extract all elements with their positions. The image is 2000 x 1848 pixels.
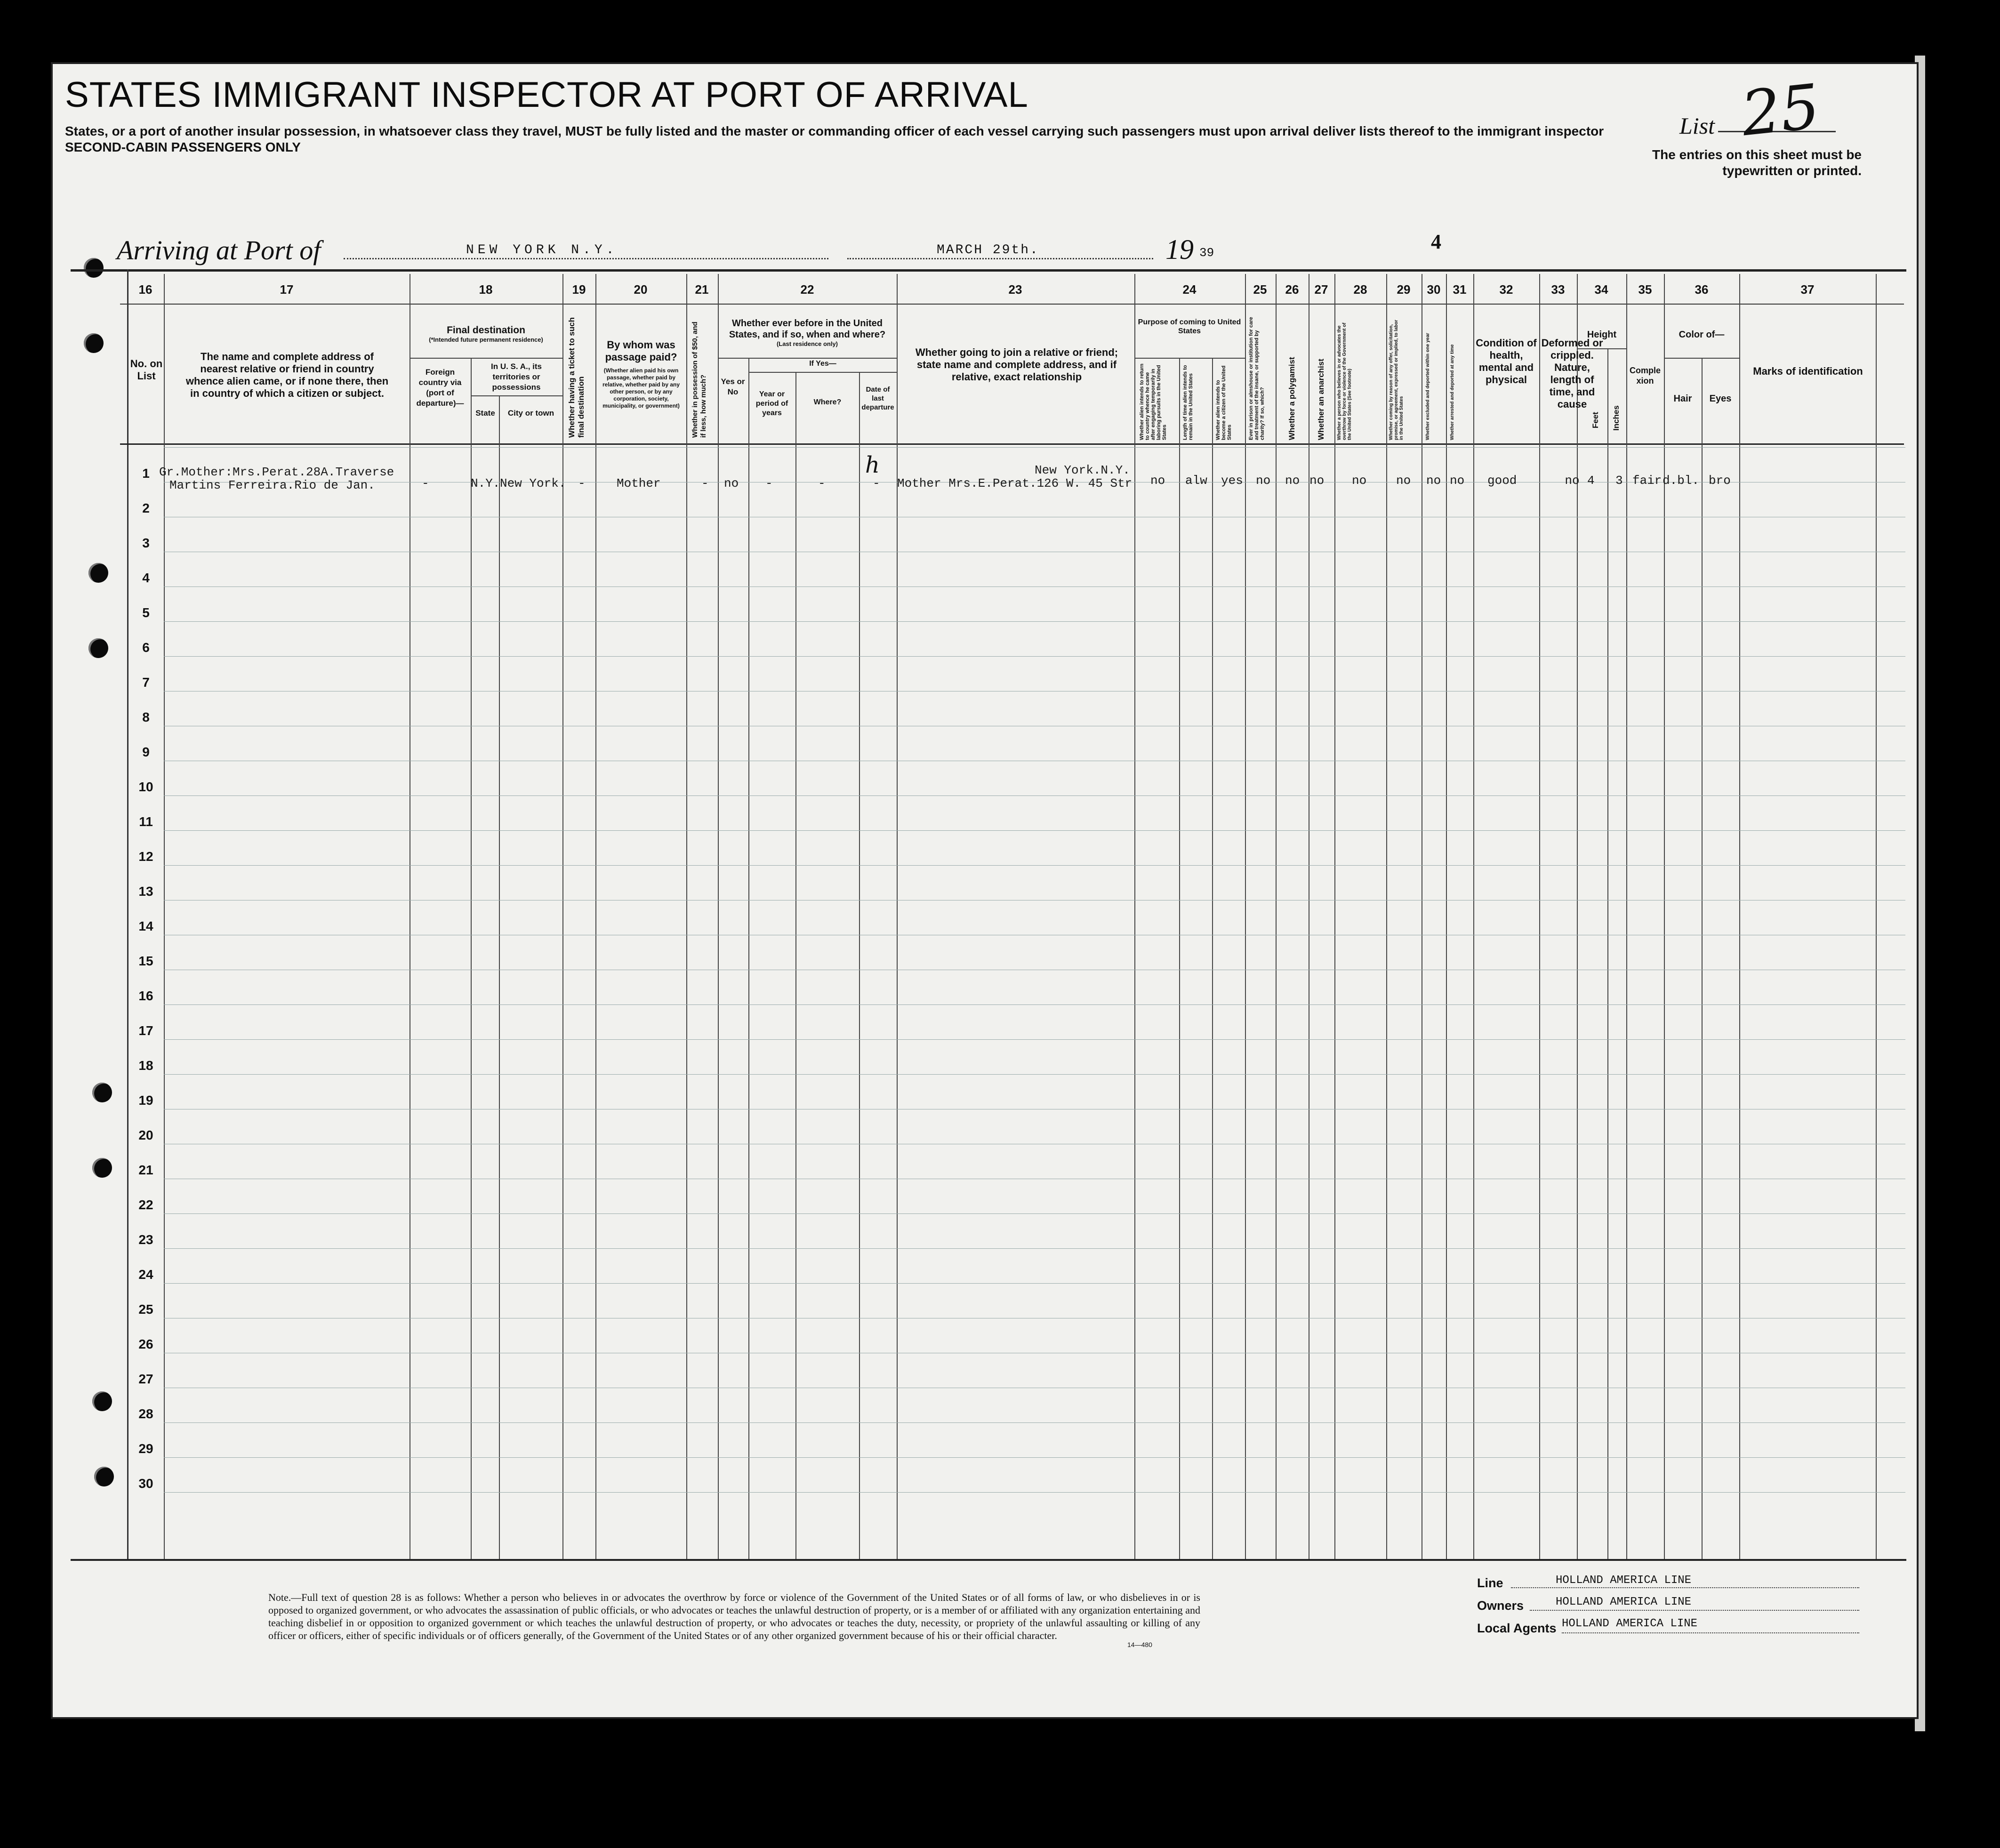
row1-length: alw xyxy=(1185,474,1207,488)
row1-ticket: - xyxy=(578,476,586,490)
header-state: State xyxy=(475,409,495,418)
colnum-24: 24 xyxy=(1182,282,1197,297)
header-feet: Feet xyxy=(1591,412,1600,428)
row-number: 8 xyxy=(142,710,150,724)
col-divider xyxy=(1539,274,1540,1559)
row1-deformed: no xyxy=(1565,474,1580,488)
col-divider xyxy=(897,274,898,1559)
row-number: 1 xyxy=(142,466,150,481)
row1-hair: d.bl. xyxy=(1663,474,1700,488)
header-money: Whether in possession of $50, and if less, how much? xyxy=(691,321,707,438)
row-rule xyxy=(164,1492,1905,1493)
header-inches: Inches xyxy=(1612,405,1621,431)
row-number: 10 xyxy=(138,779,153,794)
colnum-29: 29 xyxy=(1397,282,1411,297)
row-number: 2 xyxy=(142,501,150,515)
binder-hole-icon xyxy=(88,563,108,583)
row-rule xyxy=(164,865,1905,866)
col-divider xyxy=(499,395,500,1559)
row-number: 21 xyxy=(138,1163,153,1177)
manifest-sheet xyxy=(51,62,1919,1719)
row-number: 25 xyxy=(138,1302,153,1317)
binder-hole-icon xyxy=(84,333,104,353)
row-number: 27 xyxy=(138,1372,153,1386)
row-number: 7 xyxy=(142,675,150,690)
col-divider xyxy=(1179,358,1180,1559)
row-number: 5 xyxy=(142,605,150,620)
header-offer: Whether coming by reason of any offer, solicitation, promise, or agreement, expressed or implied, to labor in the United States xyxy=(1389,320,1404,440)
col-divider xyxy=(1134,274,1135,1559)
col-divider xyxy=(1386,274,1387,1559)
row1-where: - xyxy=(818,476,826,490)
row-number: 17 xyxy=(138,1023,153,1038)
header-eyes: Eyes xyxy=(1709,394,1732,404)
binder-hole-icon xyxy=(92,1391,112,1411)
column-number-rule xyxy=(120,304,1904,305)
col-divider xyxy=(686,274,687,1559)
header-purpose-length: Length of time alien intends to remain in the United States xyxy=(1182,365,1194,440)
row-number: 16 xyxy=(138,988,153,1003)
colnum-18: 18 xyxy=(479,282,493,297)
col-divider xyxy=(1702,358,1703,1559)
colnum-35: 35 xyxy=(1638,282,1652,297)
row1-anarchist: no xyxy=(1309,474,1325,488)
row-number: 19 xyxy=(138,1093,153,1108)
header-in-usa: In U. S. A., its territories or possessions xyxy=(491,362,542,392)
colnum-27: 27 xyxy=(1314,282,1328,297)
header-complexion: Complexion xyxy=(1629,366,1661,386)
header-final-destination-sub: (*Intended future permanent residence) xyxy=(429,336,543,343)
row-number: 22 xyxy=(138,1197,153,1212)
header-overthrow: Whether a person who believes in or advocates the overthrow by force or violence of the Government of the United States (See footnote) xyxy=(1337,322,1352,440)
colnum-19: 19 xyxy=(572,282,586,297)
header-year-period: Year or period of years xyxy=(755,390,788,417)
header-passage-paid xyxy=(597,339,685,410)
row-rule xyxy=(164,830,1905,831)
row-number: 3 xyxy=(142,536,150,550)
header-city: City or town xyxy=(507,409,554,418)
col-divider xyxy=(1245,274,1246,1559)
subhead-rule xyxy=(718,358,897,359)
col-divider xyxy=(1577,274,1578,1559)
colnum-23: 23 xyxy=(1008,282,1022,297)
row-number: 26 xyxy=(138,1337,153,1351)
instructions-text: The entries on this sheet must be typewritten or printed. xyxy=(1652,147,1862,178)
colnum-36: 36 xyxy=(1695,282,1709,297)
header-health: Condition of health, mental and physical xyxy=(1476,337,1537,386)
col-divider xyxy=(1276,274,1277,1559)
row1-health: good xyxy=(1487,474,1517,488)
row1-join-line1: New York.N.Y. xyxy=(1035,463,1130,477)
col-divider xyxy=(859,372,860,1559)
header-yes-no: Yes or No xyxy=(721,377,745,396)
local-agents-value: HOLLAND AMERICA LINE xyxy=(1562,1617,1698,1630)
header-final-destination-title: Final destination xyxy=(447,325,525,336)
row1-join-line2: Mother Mrs.E.Perat.126 W. 45 Str xyxy=(897,476,1133,490)
colnum-20: 20 xyxy=(634,282,648,297)
row1-complexion: fair xyxy=(1632,474,1662,488)
row1-eyes: bro xyxy=(1709,474,1731,488)
colnum-25: 25 xyxy=(1253,282,1267,297)
header-purpose-return: Whether alien intends to return to country whence he came after engaging temporarily in laboring pursuits in the United States xyxy=(1139,363,1167,440)
row-rule xyxy=(164,1457,1905,1458)
page-title: STATES IMMIGRANT INSPECTOR AT PORT OF ARRIVAL xyxy=(65,75,1028,115)
header-ever-before xyxy=(720,318,894,348)
col-divider xyxy=(718,274,719,1559)
colnum-21: 21 xyxy=(695,282,709,297)
header-deformed: Deformed or crippled. Nature, length of time, and cause xyxy=(1541,337,1603,410)
col-divider xyxy=(1876,274,1877,1559)
row-number: 9 xyxy=(142,745,150,759)
row-rule xyxy=(164,1283,1905,1284)
line-label: Line xyxy=(1477,1576,1503,1590)
row1-money: - xyxy=(701,476,709,490)
row1-date: - xyxy=(873,476,880,490)
header-height: Height xyxy=(1587,329,1617,340)
colnum-34: 34 xyxy=(1594,282,1608,297)
header-anarchist: Whether an anarchist xyxy=(1317,359,1325,440)
row1-before: no xyxy=(724,476,739,490)
colnum-30: 30 xyxy=(1427,282,1441,297)
table-bottom-rule xyxy=(71,1559,1906,1561)
binder-hole-icon xyxy=(84,258,104,278)
row1-date-handwritten: h xyxy=(865,452,880,478)
header-bottom-rule xyxy=(120,443,1904,445)
colnum-32: 32 xyxy=(1499,282,1513,297)
row-rule xyxy=(164,1213,1905,1214)
footnote: Note.—Full text of question 28 is as follows: Whether a person who believes in or advocates the overthrow by force or violence of the Government of the United States or of all forms of law, or who disbelieves in or is opposed to organized government, or who advocates the assassination of public officials, or who advocates or teaches the unlawful destruction of property, or is a member of or affiliated with any organization entertaining and teaching disbelief in or opposition to organized government or which teaches the unlawful destruction of property, or who advocates or teaches the duty, necessity, or propriety of the unlawful assaulting or killing of any officer or officers, either of specific individuals or of officers generally, of the Government of the United States or of any other organized government because of his or their official character. xyxy=(268,1591,1200,1641)
row-number: 23 xyxy=(138,1232,153,1247)
colnum-26: 26 xyxy=(1285,282,1299,297)
col-divider xyxy=(471,358,472,1559)
row-number: 20 xyxy=(138,1128,153,1142)
row-rule xyxy=(164,1004,1905,1005)
row-rule xyxy=(164,1248,1905,1249)
owners-label: Owners xyxy=(1477,1599,1524,1613)
header-foreign-country: Foreign country via (port of departure)— xyxy=(416,368,464,408)
header-purpose: Purpose of coming to United States xyxy=(1138,318,1241,335)
colnum-16: 16 xyxy=(138,282,153,297)
col-divider xyxy=(1607,348,1608,1559)
subtitle-line-1: States, or a port of another insular possession, in whatsoever class they travel, MUST be fully listed and the master or commanding officer of each vessel carrying such passengers must upon arrival deliver lists thereof to the immigrant inspector xyxy=(65,124,1604,138)
col-divider xyxy=(595,274,596,1559)
subhead-rule xyxy=(410,358,562,359)
header-arrested: Whether arrested and deported at any time xyxy=(1450,344,1455,440)
subhead-rule xyxy=(1134,358,1245,359)
row-number: 11 xyxy=(139,814,153,829)
binder-hole-icon xyxy=(94,1467,114,1486)
colnum-37: 37 xyxy=(1800,282,1815,297)
line-value: HOLLAND AMERICA LINE xyxy=(1556,1574,1692,1587)
arrival-century: 19 xyxy=(1165,234,1194,265)
col-divider xyxy=(562,274,563,1559)
row-rule xyxy=(164,447,1905,448)
arrival-port: NEW YORK N.Y. xyxy=(466,243,618,257)
colnum-28: 28 xyxy=(1353,282,1367,297)
header-color-of: Color of— xyxy=(1679,329,1725,340)
arrival-port-line xyxy=(344,258,828,259)
col-divider xyxy=(1473,274,1474,1559)
row1-feet: 4 xyxy=(1587,474,1595,488)
subtitle-line-2: SECOND-CABIN PASSENGERS ONLY xyxy=(65,140,301,154)
row-number: 13 xyxy=(138,884,153,899)
col-divider xyxy=(1446,274,1447,1559)
list-number: 25 xyxy=(1738,70,1823,150)
row1-inches: 3 xyxy=(1615,474,1623,488)
col-divider xyxy=(748,358,749,1559)
subhead-rule xyxy=(748,372,897,373)
colnum-17: 17 xyxy=(280,282,294,297)
row-rule xyxy=(164,795,1905,796)
header-passage-paid-title: By whom was passage paid? xyxy=(605,339,677,363)
row1-relative-line2: Martins Ferreira.Rio de Jan. xyxy=(169,478,375,492)
table-left-rule xyxy=(127,269,129,1559)
header-no-on-list: No. on List xyxy=(130,358,163,382)
header-if-yes: If Yes— xyxy=(809,360,836,368)
colnum-33: 33 xyxy=(1551,282,1565,297)
header-final-destination xyxy=(412,325,560,344)
row1-arrested: no xyxy=(1450,474,1465,488)
col-divider xyxy=(1739,274,1740,1559)
row-rule xyxy=(164,1074,1905,1075)
row-number: 24 xyxy=(138,1267,153,1282)
arrival-date-line xyxy=(847,258,1153,259)
row-rule xyxy=(164,656,1905,657)
owners-field-rule xyxy=(1530,1610,1859,1611)
row1-relative-line1: Gr.Mother:Mrs.Perat.28A.Traverse xyxy=(159,465,394,479)
header-ever-before-sub: (Last residence only) xyxy=(776,340,838,347)
row1-paid-by: Mother xyxy=(617,476,661,490)
row-rule xyxy=(164,1422,1905,1423)
row1-excluded: no xyxy=(1426,474,1441,488)
title-subtext xyxy=(65,123,1759,155)
header-ticket: Whether having a ticket to such final destination xyxy=(567,317,586,438)
row1-overthrow: no xyxy=(1352,474,1367,488)
row-number: 15 xyxy=(138,954,153,968)
row-number: 12 xyxy=(138,849,153,864)
header-purpose-citizen: Whether alien intends to become a citizen of the United States xyxy=(1215,365,1232,440)
row-number: 14 xyxy=(138,919,153,933)
binder-hole-icon xyxy=(92,1158,112,1178)
arrival-label: Arriving at Port of xyxy=(117,235,321,265)
header-prison: Ever in prison or almshouse or institution for care and treatment of the insane, or supported by charity? If so, which? xyxy=(1248,317,1265,440)
header-join-relative: Whether going to join a relative or friend; state name and complete address, and if relative, exact relationship xyxy=(915,346,1118,383)
list-label: List xyxy=(1679,112,1715,139)
col-divider xyxy=(1626,274,1627,1559)
header-excluded: Whether excluded and deported within one year xyxy=(1425,333,1430,440)
colnum-22: 22 xyxy=(800,282,814,297)
row1-return: no xyxy=(1150,474,1165,488)
local-agents-label: Local Agents xyxy=(1477,1621,1557,1635)
row1-polygamist: no xyxy=(1285,474,1300,488)
subhead-rule xyxy=(471,395,562,396)
row-number: 28 xyxy=(138,1406,153,1421)
header-passage-paid-sub: (Whether alien paid his own passage, whether paid by relative, whether paid by any other person, or by any corporation, society, municipality, or government) xyxy=(602,367,680,409)
col-divider xyxy=(795,372,796,1559)
col-divider xyxy=(1664,274,1665,1559)
sheet-number: 4 xyxy=(1431,230,1441,253)
arrival-date: MARCH 29th. xyxy=(937,243,1039,257)
row-rule xyxy=(164,1039,1905,1040)
row-number: 30 xyxy=(138,1476,153,1491)
row-number: 18 xyxy=(138,1058,153,1073)
col-divider xyxy=(1334,274,1335,1559)
col-divider xyxy=(1212,358,1213,1559)
row1-city: New York. xyxy=(500,476,566,490)
binder-hole-icon xyxy=(92,1083,112,1102)
line-field-rule xyxy=(1511,1587,1859,1588)
local-agents-field-rule xyxy=(1562,1632,1859,1633)
row-number: 6 xyxy=(142,640,150,655)
header-ever-before-title: Whether ever before in the United States, and if so, when and where? xyxy=(729,318,886,340)
row1-offer: no xyxy=(1396,474,1411,488)
row1-prison: no xyxy=(1256,474,1271,488)
row1-years: - xyxy=(765,476,773,490)
header-where: Where? xyxy=(813,398,842,406)
arrival-year: 39 xyxy=(1199,246,1214,260)
form-number: 14—480 xyxy=(1127,1641,1152,1648)
row-rule xyxy=(164,621,1905,622)
subhead-rule xyxy=(1664,358,1739,359)
header-date-departure: Date of last departure xyxy=(861,386,894,411)
header-marks: Marks of identification xyxy=(1753,365,1863,377)
binder-hole-icon xyxy=(88,638,108,658)
owners-value: HOLLAND AMERICA LINE xyxy=(1556,1596,1692,1608)
table-top-rule xyxy=(71,269,1906,272)
row-number: 4 xyxy=(142,570,150,585)
row1-state: N.Y. xyxy=(471,476,500,490)
header-hair: Hair xyxy=(1673,394,1692,404)
row1-foreign: - xyxy=(422,476,429,490)
header-polygamist: Whether a polygamist xyxy=(1287,357,1296,440)
row1-citizen: yes xyxy=(1221,474,1243,488)
row-number: 29 xyxy=(138,1441,153,1456)
colnum-31: 31 xyxy=(1453,282,1467,297)
header-nearest-relative: The name and complete address of nearest relative or friend in country whence alien came, or if none there, then in country of which a citizen or subject. xyxy=(185,351,389,399)
